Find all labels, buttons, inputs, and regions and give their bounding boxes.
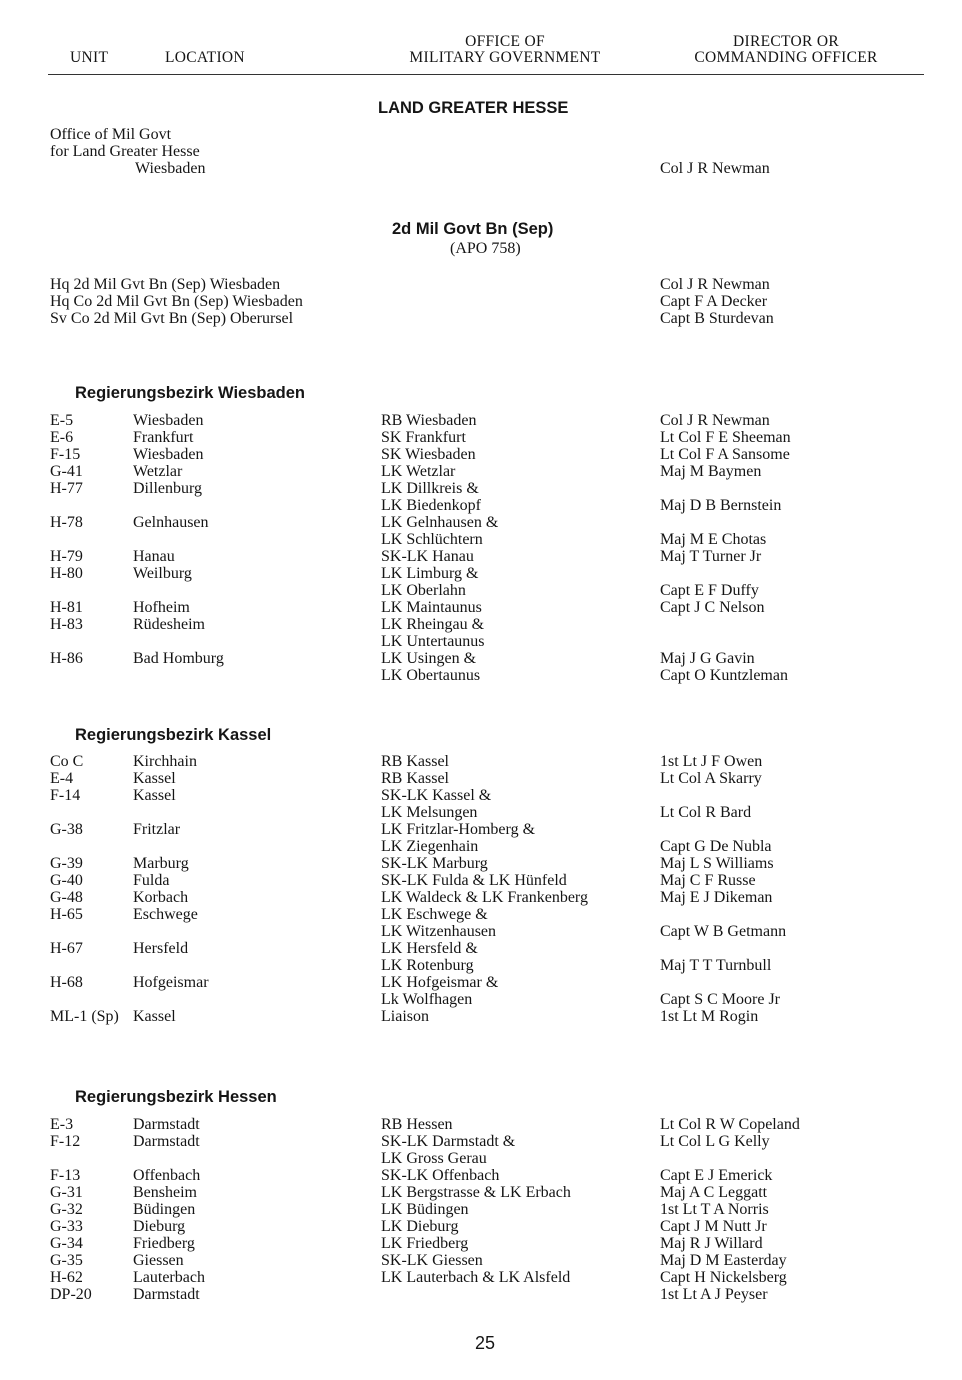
cell-dir: Lt Col R Bard	[660, 804, 752, 821]
table-row	[0, 1167, 962, 1184]
table-row	[0, 1133, 962, 1150]
cell-office: Lk Wolfhagen	[381, 991, 473, 1008]
cell-office: LK Waldeck & LK Frankenberg	[381, 889, 588, 906]
cell-dir: Capt W B Getmann	[660, 923, 787, 940]
cell-office: RB Kassel	[381, 770, 449, 787]
table-row	[0, 940, 962, 957]
cell-unit: F-12	[50, 1133, 81, 1150]
cell-dir: Maj M Baymen	[660, 463, 762, 480]
cell-dir: Maj J G Gavin	[660, 650, 755, 667]
table-row	[0, 991, 962, 1008]
table-row	[0, 480, 962, 497]
cell-loc: Fritzlar	[133, 821, 181, 838]
cell-office: LK Ziegenhain	[381, 838, 479, 855]
cell-dir: Capt G De Nubla	[660, 838, 772, 855]
cell-office: LK Oberlahn	[381, 582, 466, 599]
cell-office: LK Limburg &	[381, 565, 479, 582]
cell-unit: ML-1 (Sp)	[50, 1008, 119, 1025]
cell-unit: G-35	[50, 1252, 83, 1269]
table-row	[0, 1184, 962, 1201]
cell-office: SK-LK Fulda & LK Hünfeld	[381, 872, 567, 889]
table-row	[0, 650, 962, 667]
cell-dir: Lt Col A Skarry	[660, 770, 762, 787]
cell-office: LK Maintaunus	[381, 599, 482, 616]
cell-dir: Lt Col F E Sheeman	[660, 429, 791, 446]
section-title-kassel: Regierungsbezirk Kassel	[75, 726, 272, 744]
cell-loc: Büdingen	[133, 1201, 196, 1218]
cell-dir: Capt H Nickelsberg	[660, 1269, 787, 1286]
cell-dir: Maj T Turner Jr	[660, 548, 762, 565]
land-office-line2: for Land Greater Hesse	[50, 143, 200, 160]
cell-dir: 1st Lt M Rogin	[660, 1008, 759, 1025]
cell-office: LK Bergstrasse & LK Erbach	[381, 1184, 571, 1201]
table-row	[0, 889, 962, 906]
header-rule	[48, 74, 924, 75]
cell-unit: H-81	[50, 599, 83, 616]
cell-office: SK-LK Marburg	[381, 855, 488, 872]
table-row	[0, 974, 962, 991]
battalion-title: 2d Mil Govt Bn (Sep)	[392, 220, 554, 238]
cell-loc: Frankfurt	[133, 429, 194, 446]
cell-loc: Wiesbaden	[133, 412, 204, 429]
cell-office: LK Büdingen	[381, 1201, 469, 1218]
cell-dir: Capt E F Duffy	[660, 582, 759, 599]
cell-dir: Maj L S Williams	[660, 855, 774, 872]
cell-dir: Capt J C Nelson	[660, 599, 765, 616]
cell-dir: 1st Lt A J Peyser	[660, 1286, 768, 1303]
cell-loc: Korbach	[133, 889, 189, 906]
cell-office: SK-LK Hanau	[381, 548, 474, 565]
cell-office: LK Melsungen	[381, 804, 478, 821]
header-office-line2: MILITARY GOVERNMENT	[409, 49, 601, 66]
cell-unit: H-62	[50, 1269, 83, 1286]
cell-dir: Maj T T Turnbull	[660, 957, 772, 974]
header-location: LOCATION	[165, 49, 245, 66]
cell-office: LK Wetzlar	[381, 463, 456, 480]
table-row	[0, 463, 962, 480]
cell-unit: H-86	[50, 650, 83, 667]
table-row	[0, 548, 962, 565]
header-director-line1: DIRECTOR OR	[733, 33, 839, 50]
cell-loc: Eschwege	[133, 906, 198, 923]
cell-office: LK Gelnhausen &	[381, 514, 499, 531]
cell-office: LK Gross Gerau	[381, 1150, 487, 1167]
cell-office: LK Rheingau &	[381, 616, 485, 633]
cell-office: LK Usingen &	[381, 650, 477, 667]
table-row	[0, 1252, 962, 1269]
cell-dir: Maj D M Easterday	[660, 1252, 787, 1269]
cell-loc: Hofheim	[133, 599, 190, 616]
cell-unit: E-6	[50, 429, 74, 446]
cell-office: Liaison	[381, 1008, 429, 1025]
table-row	[0, 821, 962, 838]
table-row	[0, 855, 962, 872]
cell-office: LK Friedberg	[381, 1235, 469, 1252]
cell-office: SK-LK Kassel &	[381, 787, 492, 804]
cell-office: LK Biedenkopf	[381, 497, 481, 514]
table-row	[0, 599, 962, 616]
cell-loc: Fulda	[133, 872, 170, 889]
cell-dir: 1st Lt J F Owen	[660, 753, 763, 770]
cell-unit: G-33	[50, 1218, 83, 1235]
cell-unit: H-77	[50, 480, 83, 497]
table-row	[0, 497, 962, 514]
cell-office: RB Wiesbaden	[381, 412, 477, 429]
cell-dir: Col J R Newman	[660, 412, 770, 429]
cell-loc: Offenbach	[133, 1167, 201, 1184]
cell-office: LK Hofgeismar &	[381, 974, 499, 991]
cell-dir: Lt Col L G Kelly	[660, 1133, 770, 1150]
battalion-row-director: Capt F A Decker	[660, 293, 768, 310]
table-row	[0, 616, 962, 633]
table-row	[0, 906, 962, 923]
section-title-wiesbaden: Regierungsbezirk Wiesbaden	[75, 384, 305, 402]
cell-dir: Lt Col R W Copeland	[660, 1116, 800, 1133]
cell-office: SK-LK Darmstadt &	[381, 1133, 516, 1150]
cell-loc: Kassel	[133, 770, 176, 787]
cell-office: LK Fritzlar-Homberg &	[381, 821, 536, 838]
cell-unit: H-79	[50, 548, 83, 565]
cell-unit: G-48	[50, 889, 83, 906]
cell-dir: Maj C F Russe	[660, 872, 756, 889]
table-row	[0, 429, 962, 446]
table-row	[0, 531, 962, 548]
table-row	[0, 565, 962, 582]
cell-office: LK Rotenburg	[381, 957, 474, 974]
table-row	[0, 1235, 962, 1252]
cell-unit: G-40	[50, 872, 83, 889]
table-row	[0, 446, 962, 463]
cell-unit: G-32	[50, 1201, 83, 1218]
cell-unit: Co C	[50, 753, 84, 770]
page-number: 25	[475, 1333, 496, 1353]
cell-loc: Weilburg	[133, 565, 192, 582]
cell-unit: H-68	[50, 974, 83, 991]
cell-dir: Capt S C Moore Jr	[660, 991, 780, 1008]
cell-office: LK Hersfeld &	[381, 940, 478, 957]
cell-unit: E-3	[50, 1116, 74, 1133]
table-row	[0, 1116, 962, 1133]
cell-dir: Lt Col F A Sansome	[660, 446, 790, 463]
cell-loc: Wiesbaden	[133, 446, 204, 463]
cell-dir: Maj A C Leggatt	[660, 1184, 768, 1201]
cell-office: RB Kassel	[381, 753, 449, 770]
cell-loc: Bensheim	[133, 1184, 197, 1201]
table-row	[0, 412, 962, 429]
table-row	[0, 804, 962, 821]
header-office	[398, 34, 612, 66]
table-row	[0, 1218, 962, 1235]
cell-unit: F-15	[50, 446, 81, 463]
table-row	[0, 582, 962, 599]
cell-loc: Friedberg	[133, 1235, 195, 1252]
cell-loc: Rüdesheim	[133, 616, 205, 633]
cell-unit: G-41	[50, 463, 83, 480]
cell-office: SK-LK Giessen	[381, 1252, 483, 1269]
cell-office: SK Frankfurt	[381, 429, 466, 446]
cell-loc: Dillenburg	[133, 480, 203, 497]
cell-loc: Wetzlar	[133, 463, 183, 480]
cell-office: RB Hessen	[381, 1116, 453, 1133]
cell-unit: G-31	[50, 1184, 83, 1201]
cell-office: LK Dillkreis &	[381, 480, 479, 497]
cell-office: LK Witzenhausen	[381, 923, 497, 940]
header-director	[680, 34, 892, 66]
cell-loc: Kirchhain	[133, 753, 197, 770]
cell-dir: 1st Lt T A Norris	[660, 1201, 769, 1218]
land-office-line3: Wiesbaden	[135, 160, 206, 177]
cell-dir: Capt E J Emerick	[660, 1167, 773, 1184]
cell-unit: H-78	[50, 514, 83, 531]
cell-loc: Dieburg	[133, 1218, 186, 1235]
battalion-apo: (APO 758)	[450, 240, 521, 257]
cell-unit: G-34	[50, 1235, 83, 1252]
table-row	[0, 667, 962, 684]
table-row	[0, 633, 962, 650]
cell-dir: Maj M E Chotas	[660, 531, 767, 548]
cell-office: LK Lauterbach & LK Alsfeld	[381, 1269, 571, 1286]
table-row	[0, 1150, 962, 1167]
battalion-row-unit: Hq Co 2d Mil Gvt Bn (Sep) Wiesbaden	[50, 293, 303, 310]
cell-dir: Capt J M Nutt Jr	[660, 1218, 767, 1235]
cell-loc: Lauterbach	[133, 1269, 205, 1286]
table-row	[0, 1269, 962, 1286]
cell-office: LK Untertaunus	[381, 633, 485, 650]
cell-unit: H-67	[50, 940, 83, 957]
cell-dir: Maj E J Dikeman	[660, 889, 773, 906]
cell-unit: H-80	[50, 565, 83, 582]
table-row	[0, 1008, 962, 1025]
cell-dir: Maj D B Bernstein	[660, 497, 782, 514]
cell-unit: H-65	[50, 906, 83, 923]
cell-office: LK Dieburg	[381, 1218, 459, 1235]
cell-office: LK Obertaunus	[381, 667, 481, 684]
cell-loc: Kassel	[133, 787, 176, 804]
cell-loc: Bad Homburg	[133, 650, 224, 667]
cell-office: LK Schlüchtern	[381, 531, 483, 548]
table-row	[0, 872, 962, 889]
cell-loc: Hersfeld	[133, 940, 189, 957]
land-director: Col J R Newman	[660, 160, 770, 177]
cell-unit: DP-20	[50, 1286, 92, 1303]
cell-unit: G-39	[50, 855, 83, 872]
battalion-row-unit: Hq 2d Mil Gvt Bn (Sep) Wiesbaden	[50, 276, 281, 293]
cell-dir: Capt O Kuntzleman	[660, 667, 788, 684]
battalion-row-director: Capt B Sturdevan	[660, 310, 774, 327]
cell-loc: Darmstadt	[133, 1133, 200, 1150]
land-title: LAND GREATER HESSE	[378, 99, 569, 117]
cell-unit: F-14	[50, 787, 81, 804]
cell-loc: Kassel	[133, 1008, 176, 1025]
table-row	[0, 514, 962, 531]
section-title-hessen: Regierungsbezirk Hessen	[75, 1088, 277, 1106]
cell-unit: H-83	[50, 616, 83, 633]
table-row	[0, 1201, 962, 1218]
cell-loc: Hofgeismar	[133, 974, 209, 991]
header-director-line2: COMMANDING OFFICER	[694, 49, 878, 66]
cell-loc: Darmstadt	[133, 1286, 200, 1303]
header-unit: UNIT	[70, 49, 109, 66]
cell-loc: Gelnhausen	[133, 514, 209, 531]
table-row	[0, 957, 962, 974]
table-row	[0, 1286, 962, 1303]
cell-unit: F-13	[50, 1167, 81, 1184]
table-row	[0, 923, 962, 940]
cell-unit: E-5	[50, 412, 74, 429]
table-row	[0, 770, 962, 787]
cell-unit: G-38	[50, 821, 83, 838]
cell-loc: Marburg	[133, 855, 189, 872]
cell-office: SK Wiesbaden	[381, 446, 476, 463]
battalion-row-unit: Sv Co 2d Mil Gvt Bn (Sep) Oberursel	[50, 310, 294, 327]
battalion-row-director: Col J R Newman	[660, 276, 770, 293]
cell-office: LK Eschwege &	[381, 906, 488, 923]
cell-dir: Maj R J Willard	[660, 1235, 763, 1252]
table-row	[0, 787, 962, 804]
cell-office: SK-LK Offenbach	[381, 1167, 500, 1184]
table-row	[0, 753, 962, 770]
cell-loc: Giessen	[133, 1252, 184, 1269]
cell-loc: Darmstadt	[133, 1116, 200, 1133]
table-row	[0, 838, 962, 855]
land-office-line1: Office of Mil Govt	[50, 126, 172, 143]
header-office-line1: OFFICE OF	[465, 33, 545, 50]
cell-unit: E-4	[50, 770, 74, 787]
cell-loc: Hanau	[133, 548, 175, 565]
